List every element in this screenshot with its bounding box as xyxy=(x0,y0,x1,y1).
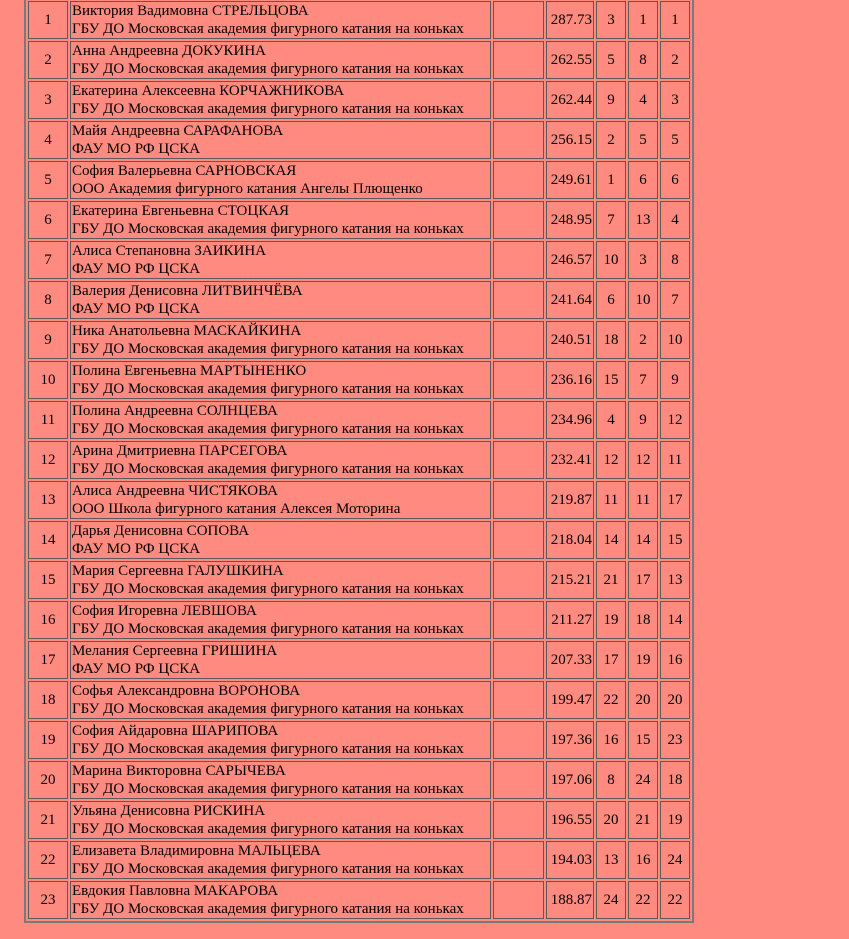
short-program-rank-cell: 21 xyxy=(596,561,626,599)
rank-cell: 19 xyxy=(660,801,690,839)
skater-club: ГБУ ДО Московская академия фигурного катания на коньках xyxy=(72,781,464,797)
place-cell: 7 xyxy=(28,241,68,279)
place-cell: 10 xyxy=(28,361,68,399)
place-cell: 22 xyxy=(28,841,68,879)
free-skating-rank-cell: 8 xyxy=(628,41,658,79)
skater-name: Софья Александровна ВОРОНОВА xyxy=(72,683,301,699)
short-program-rank-cell: 12 xyxy=(596,441,626,479)
place-cell: 18 xyxy=(28,681,68,719)
short-program-rank-cell: 3 xyxy=(596,1,626,39)
skater-name: Мелания Сергеевна ГРИШИНА xyxy=(72,643,278,659)
table-row xyxy=(28,1,690,39)
rank-cell: 5 xyxy=(660,121,690,159)
short-program-rank-cell: 15 xyxy=(596,361,626,399)
skater-cell xyxy=(70,681,491,719)
free-skating-rank-cell: 16 xyxy=(628,841,658,879)
total-score-cell: 196.55 xyxy=(546,801,594,839)
skater-name: Екатерина Алексеевна КОРЧАЖНИКОВА xyxy=(72,83,345,99)
free-skating-rank-cell: 20 xyxy=(628,681,658,719)
total-score-cell: 197.06 xyxy=(546,761,594,799)
skater-club: ГБУ ДО Московская академия фигурного катания на коньках xyxy=(72,21,464,37)
rank-cell: 14 xyxy=(660,601,690,639)
free-skating-rank-cell: 14 xyxy=(628,521,658,559)
skater-name: Алиса Андреевна ЧИСТЯКОВА xyxy=(72,483,278,499)
skater-club: ФАУ МО РФ ЦСКА xyxy=(72,661,201,677)
empty-cell xyxy=(493,841,544,879)
place-cell: 2 xyxy=(28,41,68,79)
table-row xyxy=(28,201,690,239)
empty-cell xyxy=(493,121,544,159)
skater-cell xyxy=(70,41,491,79)
free-skating-rank-cell: 4 xyxy=(628,81,658,119)
table-row xyxy=(28,681,690,719)
place-cell: 13 xyxy=(28,481,68,519)
skater-club: ГБУ ДО Московская академия фигурного катания на коньках xyxy=(72,581,464,597)
skater-club: ГБУ ДО Московская академия фигурного катания на коньках xyxy=(72,821,464,837)
free-skating-rank-cell: 6 xyxy=(628,161,658,199)
place-cell: 6 xyxy=(28,201,68,239)
free-skating-rank-cell: 15 xyxy=(628,721,658,759)
table-row xyxy=(28,281,690,319)
rank-cell: 16 xyxy=(660,641,690,679)
skater-name: София Айдаровна ШАРИПОВА xyxy=(72,723,279,739)
rank-cell: 6 xyxy=(660,161,690,199)
total-score-cell: 262.44 xyxy=(546,81,594,119)
skater-cell xyxy=(70,641,491,679)
place-cell: 3 xyxy=(28,81,68,119)
total-score-cell: 215.21 xyxy=(546,561,594,599)
place-cell: 12 xyxy=(28,441,68,479)
short-program-rank-cell: 18 xyxy=(596,321,626,359)
skater-club: ГБУ ДО Московская академия фигурного катания на коньках xyxy=(72,741,464,757)
free-skating-rank-cell: 9 xyxy=(628,401,658,439)
short-program-rank-cell: 19 xyxy=(596,601,626,639)
skater-name: София Игоревна ЛЕВШОВА xyxy=(72,603,257,619)
rank-cell: 9 xyxy=(660,361,690,399)
short-program-rank-cell: 11 xyxy=(596,481,626,519)
skater-club: ГБУ ДО Московская академия фигурного катания на коньках xyxy=(72,381,464,397)
short-program-rank-cell: 24 xyxy=(596,881,626,919)
skater-cell xyxy=(70,881,491,919)
table-row xyxy=(28,361,690,399)
place-cell: 8 xyxy=(28,281,68,319)
table-row xyxy=(28,841,690,879)
empty-cell xyxy=(493,81,544,119)
rank-cell: 17 xyxy=(660,481,690,519)
total-score-cell: 240.51 xyxy=(546,321,594,359)
empty-cell xyxy=(493,881,544,919)
free-skating-rank-cell: 17 xyxy=(628,561,658,599)
rank-cell: 4 xyxy=(660,201,690,239)
skater-club: ФАУ МО РФ ЦСКА xyxy=(72,301,201,317)
rank-cell: 23 xyxy=(660,721,690,759)
total-score-cell: 256.15 xyxy=(546,121,594,159)
skater-club: ГБУ ДО Московская академия фигурного катания на коньках xyxy=(72,341,464,357)
empty-cell xyxy=(493,401,544,439)
empty-cell xyxy=(493,361,544,399)
table-row xyxy=(28,41,690,79)
empty-cell xyxy=(493,441,544,479)
skater-name: Полина Андреевна СОЛНЦЕВА xyxy=(72,403,278,419)
total-score-cell: 211.27 xyxy=(546,601,594,639)
skater-name: Арина Дмитриевна ПАРСЕГОВА xyxy=(72,443,288,459)
skater-cell xyxy=(70,801,491,839)
skater-cell xyxy=(70,281,491,319)
place-cell: 9 xyxy=(28,321,68,359)
table-row xyxy=(28,321,690,359)
skater-name: Елизавета Владимировна МАЛЬЦЕВА xyxy=(72,843,321,859)
table-row xyxy=(28,121,690,159)
rank-cell: 15 xyxy=(660,521,690,559)
skater-name: Марина Викторовна САРЫЧЕВА xyxy=(72,763,286,779)
free-skating-rank-cell: 10 xyxy=(628,281,658,319)
free-skating-rank-cell: 21 xyxy=(628,801,658,839)
rank-cell: 3 xyxy=(660,81,690,119)
total-score-cell: 194.03 xyxy=(546,841,594,879)
rank-cell: 1 xyxy=(660,1,690,39)
free-skating-rank-cell: 2 xyxy=(628,321,658,359)
table-row xyxy=(28,881,690,919)
free-skating-rank-cell: 5 xyxy=(628,121,658,159)
skater-club: ООО Школа фигурного катания Алексея Моторина xyxy=(72,501,401,517)
table-row xyxy=(28,801,690,839)
free-skating-rank-cell: 7 xyxy=(628,361,658,399)
empty-cell xyxy=(493,761,544,799)
total-score-cell: 249.61 xyxy=(546,161,594,199)
total-score-cell: 234.96 xyxy=(546,401,594,439)
skater-cell xyxy=(70,161,491,199)
table-row xyxy=(28,81,690,119)
place-cell: 19 xyxy=(28,721,68,759)
empty-cell xyxy=(493,801,544,839)
place-cell: 1 xyxy=(28,1,68,39)
empty-cell xyxy=(493,161,544,199)
table-row xyxy=(28,721,690,759)
results-table xyxy=(24,0,694,923)
skater-cell xyxy=(70,1,491,39)
total-score-cell: 197.36 xyxy=(546,721,594,759)
skater-club: ГБУ ДО Московская академия фигурного катания на коньках xyxy=(72,861,464,877)
skater-club: ГБУ ДО Московская академия фигурного катания на коньках xyxy=(72,701,464,717)
total-score-cell: 232.41 xyxy=(546,441,594,479)
skater-cell xyxy=(70,561,491,599)
skater-name: София Валерьевна САРНОВСКАЯ xyxy=(72,163,297,179)
total-score-cell: 219.87 xyxy=(546,481,594,519)
skater-name: Дарья Денисовна СОПОВА xyxy=(72,523,250,539)
skater-club: ГБУ ДО Московская академия фигурного катания на коньках xyxy=(72,221,464,237)
skater-cell xyxy=(70,601,491,639)
short-program-rank-cell: 6 xyxy=(596,281,626,319)
results-table-body xyxy=(28,1,690,919)
short-program-rank-cell: 7 xyxy=(596,201,626,239)
skater-name: Майя Андреевна САРАФАНОВА xyxy=(72,123,284,139)
empty-cell xyxy=(493,601,544,639)
table-row xyxy=(28,241,690,279)
total-score-cell: 199.47 xyxy=(546,681,594,719)
short-program-rank-cell: 14 xyxy=(596,521,626,559)
rank-cell: 11 xyxy=(660,441,690,479)
place-cell: 21 xyxy=(28,801,68,839)
short-program-rank-cell: 10 xyxy=(596,241,626,279)
skater-cell xyxy=(70,321,491,359)
empty-cell xyxy=(493,561,544,599)
empty-cell xyxy=(493,1,544,39)
rank-cell: 20 xyxy=(660,681,690,719)
short-program-rank-cell: 4 xyxy=(596,401,626,439)
skater-name: Екатерина Евгеньевна СТОЦКАЯ xyxy=(72,203,290,219)
total-score-cell: 218.04 xyxy=(546,521,594,559)
short-program-rank-cell: 8 xyxy=(596,761,626,799)
short-program-rank-cell: 1 xyxy=(596,161,626,199)
total-score-cell: 188.87 xyxy=(546,881,594,919)
skater-name: Валерия Денисовна ЛИТВИНЧЁВА xyxy=(72,283,303,299)
empty-cell xyxy=(493,641,544,679)
skater-cell xyxy=(70,81,491,119)
free-skating-rank-cell: 19 xyxy=(628,641,658,679)
skater-club: ГБУ ДО Московская академия фигурного катания на коньках xyxy=(72,461,464,477)
empty-cell xyxy=(493,281,544,319)
free-skating-rank-cell: 1 xyxy=(628,1,658,39)
short-program-rank-cell: 22 xyxy=(596,681,626,719)
table-row xyxy=(28,641,690,679)
skater-cell xyxy=(70,481,491,519)
place-cell: 4 xyxy=(28,121,68,159)
skater-club: ГБУ ДО Московская академия фигурного катания на коньках xyxy=(72,101,464,117)
skater-name: Ульяна Денисовна РИСКИНА xyxy=(72,803,266,819)
table-row xyxy=(28,401,690,439)
skater-name: Полина Евгеньевна МАРТЫНЕНКО xyxy=(72,363,307,379)
skater-name: Алиса Степановна ЗАИКИНА xyxy=(72,243,267,259)
table-row xyxy=(28,601,690,639)
skater-name: Ника Анатольевна МАСКАЙКИНА xyxy=(72,323,302,339)
skater-cell xyxy=(70,201,491,239)
place-cell: 17 xyxy=(28,641,68,679)
place-cell: 11 xyxy=(28,401,68,439)
free-skating-rank-cell: 12 xyxy=(628,441,658,479)
skater-club: ГБУ ДО Московская академия фигурного катания на коньках xyxy=(72,61,464,77)
rank-cell: 22 xyxy=(660,881,690,919)
place-cell: 15 xyxy=(28,561,68,599)
free-skating-rank-cell: 18 xyxy=(628,601,658,639)
rank-cell: 10 xyxy=(660,321,690,359)
rank-cell: 24 xyxy=(660,841,690,879)
skater-cell xyxy=(70,521,491,559)
table-row xyxy=(28,481,690,519)
skater-club: ФАУ МО РФ ЦСКА xyxy=(72,541,201,557)
rank-cell: 8 xyxy=(660,241,690,279)
free-skating-rank-cell: 13 xyxy=(628,201,658,239)
short-program-rank-cell: 13 xyxy=(596,841,626,879)
free-skating-rank-cell: 24 xyxy=(628,761,658,799)
free-skating-rank-cell: 22 xyxy=(628,881,658,919)
skater-name: Виктория Вадимовна СТРЕЛЬЦОВА xyxy=(72,3,309,19)
free-skating-rank-cell: 11 xyxy=(628,481,658,519)
skater-cell xyxy=(70,841,491,879)
total-score-cell: 207.33 xyxy=(546,641,594,679)
empty-cell xyxy=(493,41,544,79)
total-score-cell: 287.73 xyxy=(546,1,594,39)
place-cell: 23 xyxy=(28,881,68,919)
free-skating-rank-cell: 3 xyxy=(628,241,658,279)
place-cell: 5 xyxy=(28,161,68,199)
empty-cell xyxy=(493,321,544,359)
table-row xyxy=(28,441,690,479)
place-cell: 16 xyxy=(28,601,68,639)
skater-club: ООО Академия фигурного катания Ангелы Плющенко xyxy=(72,181,423,197)
skater-name: Мария Сергеевна ГАЛУШКИНА xyxy=(72,563,284,579)
skater-club: ГБУ ДО Московская академия фигурного катания на коньках xyxy=(72,901,464,917)
skater-cell xyxy=(70,401,491,439)
skater-cell xyxy=(70,761,491,799)
total-score-cell: 262.55 xyxy=(546,41,594,79)
skater-cell xyxy=(70,721,491,759)
empty-cell xyxy=(493,481,544,519)
rank-cell: 2 xyxy=(660,41,690,79)
table-row xyxy=(28,161,690,199)
total-score-cell: 236.16 xyxy=(546,361,594,399)
table-row xyxy=(28,761,690,799)
table-row xyxy=(28,521,690,559)
skater-club: ФАУ МО РФ ЦСКА xyxy=(72,141,201,157)
table-row xyxy=(28,561,690,599)
total-score-cell: 248.95 xyxy=(546,201,594,239)
empty-cell xyxy=(493,721,544,759)
skater-club: ГБУ ДО Московская академия фигурного катания на коньках xyxy=(72,621,464,637)
skater-cell xyxy=(70,121,491,159)
rank-cell: 7 xyxy=(660,281,690,319)
skater-name: Евдокия Павловна МАКАРОВА xyxy=(72,883,279,899)
skater-cell xyxy=(70,241,491,279)
skater-cell xyxy=(70,361,491,399)
empty-cell xyxy=(493,201,544,239)
empty-cell xyxy=(493,241,544,279)
skater-name: Анна Андреевна ДОКУКИНА xyxy=(72,43,267,59)
rank-cell: 18 xyxy=(660,761,690,799)
short-program-rank-cell: 2 xyxy=(596,121,626,159)
place-cell: 20 xyxy=(28,761,68,799)
short-program-rank-cell: 20 xyxy=(596,801,626,839)
rank-cell: 12 xyxy=(660,401,690,439)
place-cell: 14 xyxy=(28,521,68,559)
empty-cell xyxy=(493,521,544,559)
short-program-rank-cell: 17 xyxy=(596,641,626,679)
rank-cell: 13 xyxy=(660,561,690,599)
total-score-cell: 246.57 xyxy=(546,241,594,279)
skater-club: ФАУ МО РФ ЦСКА xyxy=(72,261,201,277)
total-score-cell: 241.64 xyxy=(546,281,594,319)
short-program-rank-cell: 5 xyxy=(596,41,626,79)
empty-cell xyxy=(493,681,544,719)
skater-club: ГБУ ДО Московская академия фигурного катания на коньках xyxy=(72,421,464,437)
skater-cell xyxy=(70,441,491,479)
short-program-rank-cell: 16 xyxy=(596,721,626,759)
short-program-rank-cell: 9 xyxy=(596,81,626,119)
